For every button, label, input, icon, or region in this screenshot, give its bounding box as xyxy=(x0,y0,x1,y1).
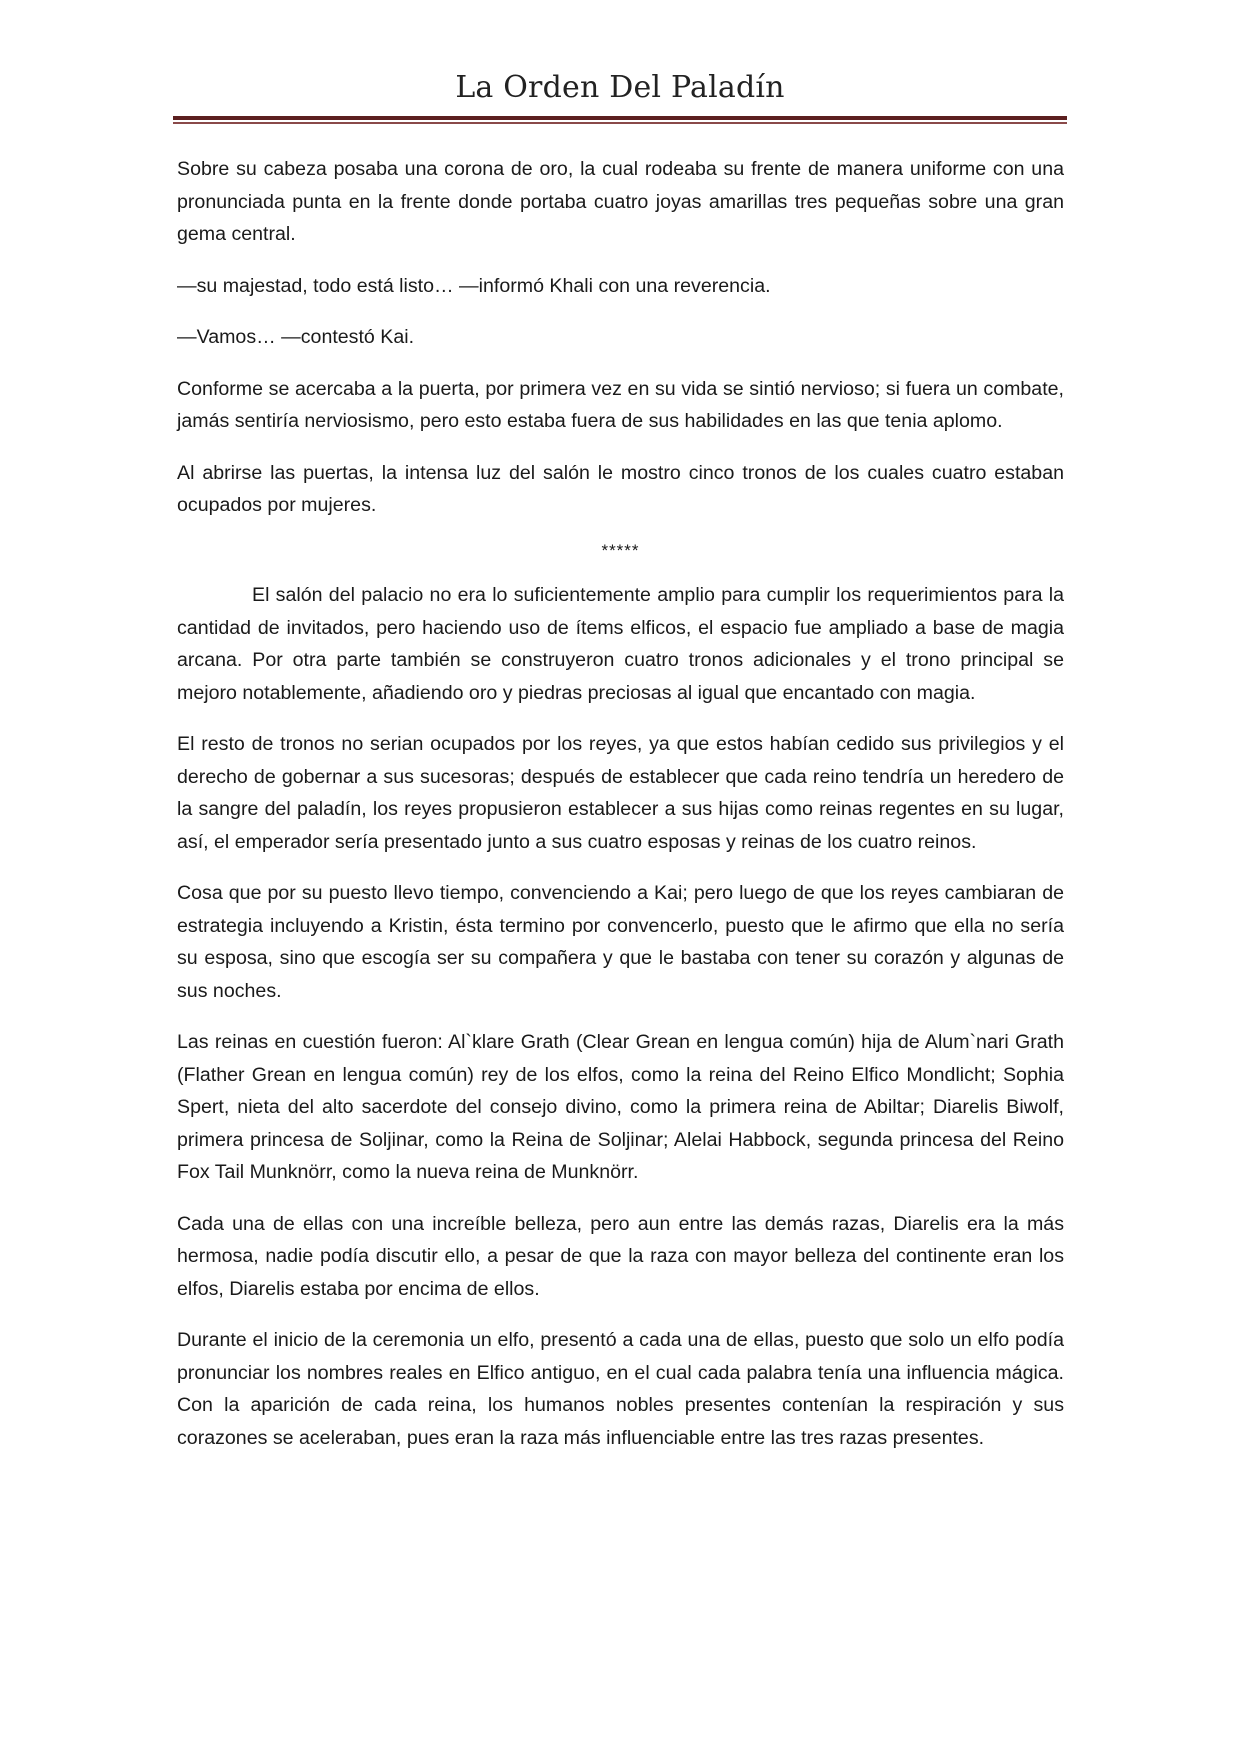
document-body xyxy=(177,153,1064,1473)
header-divider xyxy=(173,116,1067,124)
paragraph: Conforme se acercaba a la puerta, por primera vez en su vida se sintió nervioso; si fuera un combate, jamás sentiría nerviosismo, pero esto estaba fuera de sus habilidades en las que tenia aplomo. xyxy=(177,377,1064,432)
paragraph: Durante el inicio de la ceremonia un elfo, presentó a cada una de ellas, puesto que solo un elfo podía pronunciar los nombres reales en Elfico antiguo, en el cual cada palabra tenía una influencia mágica. Con la aparición de cada reina, los humanos nobles presentes contenían la respiración y sus corazones se aceleraban, pues eran la raza más influenciable entre las tres razas presentes. xyxy=(177,1329,1064,1449)
paragraph: El salón del palacio no era lo suficientemente amplio para cumplir los requerimientos para la cantidad de invitados, pero haciendo uso de ítems elficos, el espacio fue ampliado a base de magia arcana. Por otra parte también se construyeron cuatro tronos adicionales y el trono principal se mejoro notablemente, añadiendo oro y piedras preciosas al igual que encantado con magia. xyxy=(177,584,1064,704)
paragraph: Cada una de ellas con una increíble belleza, pero aun entre las demás razas, Diarelis era la más hermosa, nadie podía discutir ello, a pesar de que la raza con mayor belleza del continente eran los elfos, Diarelis estaba por encima de ellos. xyxy=(177,1212,1064,1300)
dialogue-line: —Vamos… —contestó Kai. xyxy=(177,326,415,348)
section-separator: ***** xyxy=(601,540,640,560)
paragraph: Las reinas en cuestión fueron: Al`klare Grath (Clear Grean en lengua común) hija de Alum`nari Grath (Flather Grean en lengua común) rey de los elfos, como la reina del Reino Elfico Mondlicht; Sophia Spert, nieta del alto sacerdote del consejo divino, como la primera reina de Abiltar; Diarelis Biwolf, primera princesa de Soljinar, como la Reina de Soljinar; Alelai Habbock, segunda princesa del Reino Fox Tail Munknörr, como la nueva reina de Munknörr. xyxy=(177,1031,1064,1183)
paragraph: Cosa que por su puesto llevo tiempo, convenciendo a Kai; pero luego de que los reyes cambiaran de estrategia incluyendo a Kristin, ésta termino por convencerlo, puesto que le afirmo que ella no sería su esposa, sino que escogía ser su compañera y que le bastaba con tener su corazón y algunas de sus noches. xyxy=(177,882,1064,1002)
paragraph: Sobre su cabeza posaba una corona de oro, la cual rodeaba su frente de manera uniforme con una pronunciada punta en la frente donde portaba cuatro joyas amarillas tres pequeñas sobre una gran gema central. xyxy=(177,158,1064,245)
page-title: La Orden Del Paladín xyxy=(455,70,785,105)
header-divider-thick xyxy=(173,116,1067,120)
page-header xyxy=(173,68,1067,108)
dialogue-line: —su majestad, todo está listo… —informó Khali con una reverencia. xyxy=(177,274,771,297)
paragraph: El resto de tronos no serian ocupados por los reyes, ya que estos habían cedido sus privilegios y el derecho de gobernar a sus sucesoras; después de establecer que cada reino tendría un heredero de la sangre del paladín, los reyes propusieron establecer a sus hijas como reinas regentes en su lugar, así, el emperador sería presentado junto a sus cuatro esposas y reinas de los cuatro reinos. xyxy=(177,733,1064,853)
header-divider-thin xyxy=(173,122,1067,124)
paragraph: Al abrirse las puertas, la intensa luz del salón le mostro cinco tronos de los cuales cuatro estaban ocupados por mujeres. xyxy=(177,461,1064,516)
